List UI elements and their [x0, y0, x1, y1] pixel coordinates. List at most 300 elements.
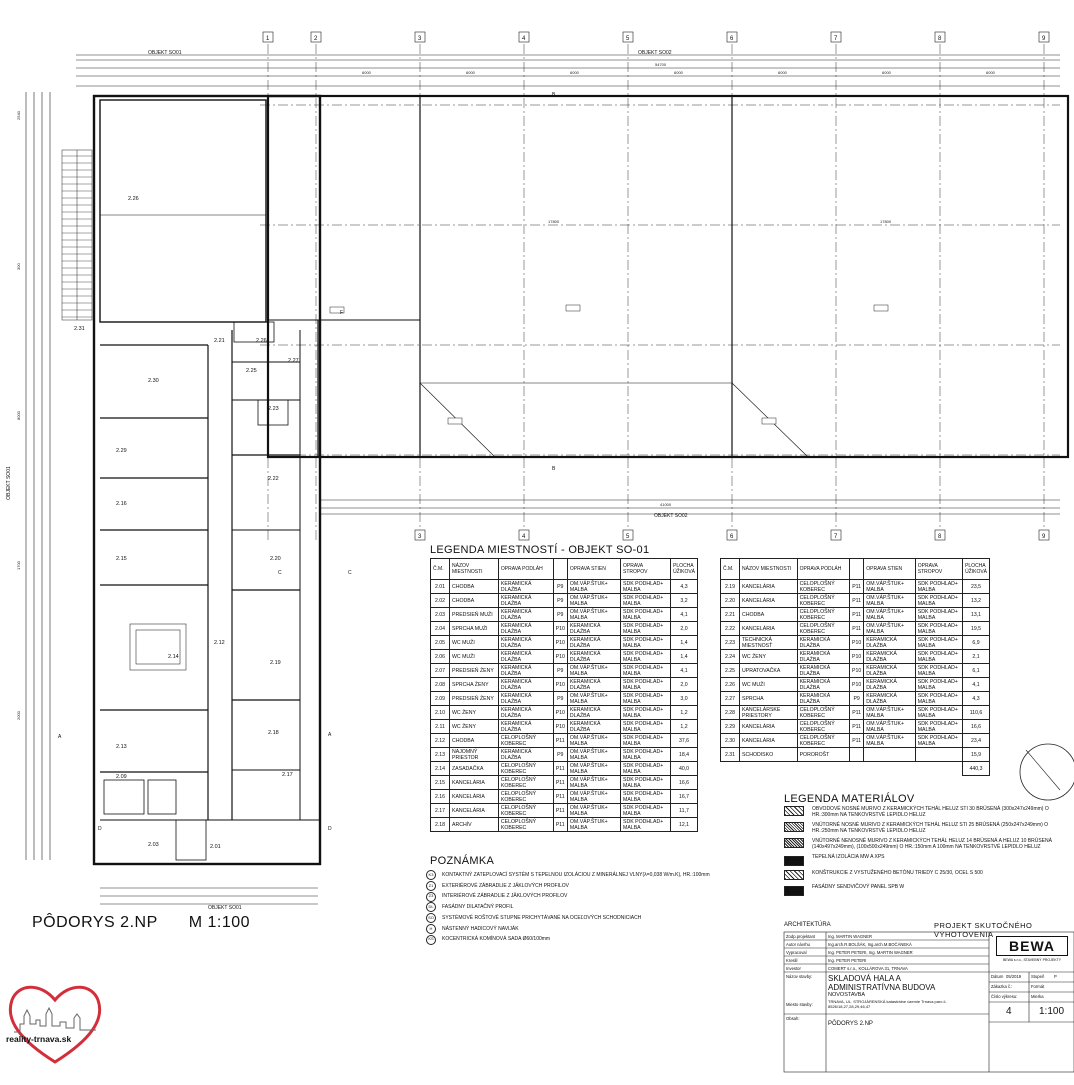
table-header-row [721, 559, 990, 580]
axis-label-top: 5 [626, 36, 630, 42]
table-cell: KANCELÁRIA [450, 776, 499, 790]
table-cell: KERAMICKÁ DLAŽBA [797, 678, 849, 692]
table-cell: KERAMICKÁ DLAŽBA [797, 636, 849, 650]
axis-label-top: 4 [522, 36, 526, 42]
table-cell: 2.11 [431, 720, 450, 734]
material-swatch-icon [784, 856, 804, 866]
axis-label-bottom: 4 [522, 534, 526, 540]
table-cell: OM.VÁP.ŠTUK+ MALBA [567, 776, 620, 790]
table-cell: SDK PODHLAD+ MALBA [621, 608, 671, 622]
table-cell: 2,0 [671, 678, 698, 692]
table-header-cell: OPRAVA PODLÁH [797, 559, 849, 580]
table-cell: 11,7 [671, 804, 698, 818]
table-header-cell: Č.M. [431, 559, 450, 580]
table-row [721, 650, 990, 664]
place-label: Miesto stavby: [786, 1002, 813, 1007]
note-text: INTERIÉROVÉ ZÁBRADLIE Z JÄKLOVÝCH PROFILOV [442, 893, 568, 900]
table-cell: SDK PODHLAD+ MALBA [915, 580, 962, 594]
table-cell: SPRCHA MUŽI [450, 622, 499, 636]
stage-value: P [1054, 974, 1057, 979]
title-block-row-value: Ing.arch.R.BOLŠÁK, Ing.arch.M.BOČÁNEKÁ [828, 942, 912, 947]
table-cell: 2.21 [721, 608, 740, 622]
table-cell: 23,4 [963, 734, 990, 748]
table-cell: P11 [850, 594, 864, 608]
table-cell: CELOPLOŠNÝ KOBEREC [797, 622, 849, 636]
room-label: 2.29 [116, 448, 127, 454]
room-label: 2.20 [270, 556, 281, 562]
table-cell: CELOPLOŠNÝ KOBEREC [498, 734, 553, 748]
section-mark: B [552, 466, 556, 472]
table-cell: CHODBA [450, 580, 499, 594]
dimension-segment: 6000 [882, 70, 891, 75]
table-cell: KERAMICKÁ DLAŽBA [498, 636, 553, 650]
table-cell: SDK PODHLAD+ MALBA [621, 650, 671, 664]
dimension-segment: 6000 [778, 70, 787, 75]
table-cell: 2.19 [721, 580, 740, 594]
table-cell: 2,0 [671, 622, 698, 636]
table-cell: SDK PODHLAD+ MALBA [621, 622, 671, 636]
note-text: KONTAKTNÝ ZATEPLOVACÍ SYSTÉM S TEPELNOU IZOLÁCIOU Z MINERÁLNEJ VLNY(λ=0,038 W/m.K), HR.:100mm [442, 872, 710, 878]
table-cell: 2.22 [721, 622, 740, 636]
bewa-logo-sub: BEWA s.r.o., STAVEBNÝ PROJEKTY [1002, 958, 1062, 962]
room-label: 2.19 [270, 660, 281, 666]
table-cell: 2.13 [431, 748, 450, 762]
place-value: TRNAVA, UL. STROJÁRENSKÁ katastrálne územie Trnava parc.č. 8526/18,27,28,29,46,47 [828, 999, 947, 1009]
table-cell: P9 [553, 580, 567, 594]
table-cell: 4,3 [963, 692, 990, 706]
table-cell: PREDSIEŇ MUŽI [450, 608, 499, 622]
material-item [784, 822, 1064, 834]
table-cell: KERAMICKÁ DLAŽBA [498, 594, 553, 608]
table-row [431, 818, 698, 832]
table-cell: 16,6 [671, 776, 698, 790]
dimension-left: 1700 [16, 561, 21, 570]
room-label: 2.14 [168, 654, 179, 660]
table-row [431, 678, 698, 692]
scale-value: 1:100 [1039, 1006, 1065, 1017]
table-cell: SDK PODHLAD+ MALBA [621, 776, 671, 790]
table-header-cell: Č.M. [721, 559, 740, 580]
table-cell: KANCELÁRIA [450, 790, 499, 804]
table-row [721, 622, 990, 636]
table-cell: KERAMICKÁ DLAŽBA [498, 580, 553, 594]
section-mark: B [552, 92, 556, 98]
table-cell [850, 748, 864, 762]
table-header-cell: OPRAVA STROPOV [915, 559, 962, 580]
content-value: PÔDORYS 2.NP [828, 1021, 873, 1027]
table-row [431, 748, 698, 762]
table-row [431, 804, 698, 818]
table-cell: P9 [553, 594, 567, 608]
table-cell: CELOPLOŠNÝ KOBEREC [797, 594, 849, 608]
table-cell: KANCELÁRIA [740, 594, 798, 608]
table-cell: SDK PODHLAD+ MALBA [915, 692, 962, 706]
table-cell: SDK PODHLAD+ MALBA [621, 664, 671, 678]
table-cell: KERAMICKÁ DLAŽBA [797, 692, 849, 706]
table-cell: P9 [553, 692, 567, 706]
title-block-row-label: Zodp.projektant [786, 934, 816, 939]
table-cell: OM.VÁP.ŠTUK+ MALBA [567, 790, 620, 804]
table-cell: P9 [553, 608, 567, 622]
table-cell: SDK PODHLAD+ MALBA [915, 594, 962, 608]
table-cell: KANCELÁRIA [740, 734, 798, 748]
table-cell: SDK PODHLAD+ MALBA [915, 636, 962, 650]
table-row [721, 664, 990, 678]
table-cell: KERAMICKÁ DLAŽBA [498, 678, 553, 692]
table-cell: KERAMICKÁ DLAŽBA [498, 706, 553, 720]
table-row [431, 734, 698, 748]
table-cell: WC ŽENY [450, 706, 499, 720]
material-item [784, 854, 1064, 866]
table-cell: 3,0 [671, 692, 698, 706]
table-cell: CELOPLOŠNÝ KOBEREC [498, 804, 553, 818]
note-symbol-icon: SO [426, 913, 436, 923]
table-cell: 2.29 [721, 720, 740, 734]
dimension-left: 8000 [16, 411, 21, 420]
table-cell: SDK PODHLAD+ MALBA [621, 734, 671, 748]
table-cell: 2.08 [431, 678, 450, 692]
table-row [721, 706, 990, 720]
table-cell: 2.03 [431, 608, 450, 622]
table-cell: TECHNICKÁ MIESTNOSŤ [740, 636, 798, 650]
table-cell: OM.VÁP.ŠTUK+ MALBA [567, 748, 620, 762]
dimension-segment: 6000 [466, 70, 475, 75]
table-cell: UPRATOVAČKA [740, 664, 798, 678]
room-label: 2.27 [288, 358, 299, 364]
section-mark: A [58, 734, 62, 740]
room-label: 2.26 [256, 338, 267, 344]
table-cell: CELOPLOŠNÝ KOBEREC [498, 790, 553, 804]
table-header-cell: NÁZOV MIESTNOSTI [740, 559, 798, 580]
table-cell: KERAMICKÁ DLAŽBA [567, 678, 620, 692]
table-cell: PREDSIEŇ ŽENY [450, 692, 499, 706]
table-cell: 6,1 [963, 664, 990, 678]
table-cell: KERAMICKÁ DLAŽBA [567, 622, 620, 636]
plan-title-name: PÔDORYS 2.NP [32, 914, 158, 931]
room-label: 2.22 [268, 476, 279, 482]
drawing-no-value: 4 [1006, 1006, 1012, 1017]
table-cell: WC MUŽI [450, 636, 499, 650]
material-swatch-icon [784, 822, 804, 832]
table-row [431, 720, 698, 734]
dimension-segment: 6000 [362, 70, 371, 75]
room-label: 2.03 [148, 842, 159, 848]
table-cell: KERAMICKÁ DLAŽBA [864, 664, 916, 678]
axis-label-top: 7 [834, 36, 838, 42]
table-cell: CHODBA [450, 734, 499, 748]
table-cell: 2.28 [721, 706, 740, 720]
bewa-logo: BEWA [996, 936, 1068, 956]
object-label-top-left: OBJEKT SO01 [148, 50, 182, 56]
table-cell: P9 [553, 748, 567, 762]
table-row [431, 636, 698, 650]
table-cell: KERAMICKÁ DLAŽBA [567, 706, 620, 720]
axis-label-bottom: 3 [418, 534, 422, 540]
table-total-cell: 440,3 [963, 762, 990, 776]
table-empty-cell [915, 762, 962, 776]
table-cell: 2.23 [721, 636, 740, 650]
title-block-row-value: COMERT s.r.o., KOLLÁROVA 31, TRNAVA [828, 966, 908, 971]
table-cell: 1,2 [671, 720, 698, 734]
section-mark: C [348, 570, 352, 576]
table-cell: 37,6 [671, 734, 698, 748]
table-cell: OM.VÁP.ŠTUK+ MALBA [567, 818, 620, 832]
table-cell: P10 [553, 650, 567, 664]
table-cell: WC MUŽI [740, 678, 798, 692]
object-label-top-mid: OBJEKT SO02 [638, 50, 672, 56]
table-cell: SPRCHA ŽENY [450, 678, 499, 692]
table-cell: WC MUŽI [450, 650, 499, 664]
table-cell: OM.VÁP.ŠTUK+ MALBA [567, 608, 620, 622]
notes-list [426, 870, 710, 945]
table-header-cell: OPRAVA STIEN [864, 559, 916, 580]
table-cell: KERAMICKÁ DLAŽBA [567, 650, 620, 664]
table-cell: SDK PODHLAD+ MALBA [621, 804, 671, 818]
axis-label-bottom: 8 [938, 534, 942, 540]
note-item [426, 934, 710, 945]
table-cell: P10 [553, 706, 567, 720]
table-cell: CHODBA [740, 608, 798, 622]
building-name-2: ADMINISTRATÍVNA BUDOVA [828, 983, 936, 992]
table-cell: SDK PODHLAD+ MALBA [621, 678, 671, 692]
table-cell: 2.24 [721, 650, 740, 664]
table-cell: KANCELÁRSKE PRIESTORY [740, 706, 798, 720]
note-symbol-icon: DL [426, 902, 436, 912]
table-cell: KERAMICKÁ DLAŽBA [498, 608, 553, 622]
table-row [431, 706, 698, 720]
material-item [784, 870, 1064, 880]
table-cell: KERAMICKÁ DLAŽBA [498, 622, 553, 636]
axis-label-top: 9 [1042, 36, 1046, 42]
table-cell: ZASADAČKA [450, 762, 499, 776]
material-text: VNÚTORNÉ NOSNÉ MURIVO Z KERAMICKÝCH TEHÁL HELUZ STI 25 BRÚSENÁ (250x247x249mm) O HR.:250mm NA TENKOVRSTVÉ LEPIDLO HELUZ [812, 822, 1049, 834]
table-cell: KERAMICKÁ DLAŽBA [797, 650, 849, 664]
table-cell: WC ŽENY [450, 720, 499, 734]
watermark-logo [0, 970, 110, 1080]
table-cell: OM.VÁP.ŠTUK+ MALBA [567, 580, 620, 594]
table-cell: P11 [553, 776, 567, 790]
table-row [721, 692, 990, 706]
table-cell: KERAMICKÁ DLAŽBA [567, 636, 620, 650]
material-swatch-icon [784, 838, 804, 848]
material-text: TEPELNÁ IZOLÁCIA MW A XPS [812, 854, 885, 860]
table-cell: P11 [850, 706, 864, 720]
table-row [431, 664, 698, 678]
table-row [431, 776, 698, 790]
table-cell: OM.VÁP.ŠTUK+ MALBA [864, 608, 916, 622]
table-cell: NAJOMNÝ PRIESTOR [450, 748, 499, 762]
section-mark: C [278, 570, 282, 576]
table-cell: P10 [553, 720, 567, 734]
table-cell: OM.VÁP.ŠTUK+ MALBA [567, 734, 620, 748]
table-header-cell [850, 559, 864, 580]
table-header-cell: OPRAVA STROPOV [621, 559, 671, 580]
dimension-left: 300 [16, 263, 21, 270]
table-cell: 110,6 [963, 706, 990, 720]
table-cell: SDK PODHLAD+ MALBA [915, 664, 962, 678]
table-cell: SDK PODHLAD+ MALBA [621, 594, 671, 608]
table-cell: CHODBA [450, 594, 499, 608]
table-cell: CELOPLOŠNÝ KOBEREC [498, 762, 553, 776]
room-label: 2.17 [282, 772, 293, 778]
title-block-row-value: Ing. PETER PETERI, Ing. MARTIN WAGNER [828, 950, 913, 955]
format-label: Formát [1031, 984, 1045, 989]
table-cell: OM.VÁP.ŠTUK+ MALBA [864, 734, 916, 748]
table-cell: P11 [553, 790, 567, 804]
date-label: Dátum [991, 974, 1004, 979]
axis-label-top: 3 [418, 36, 422, 42]
table-cell: 2.27 [721, 692, 740, 706]
room-label: 2.12 [214, 640, 225, 646]
axis-label-bottom: 9 [1042, 534, 1046, 540]
table-cell: P11 [553, 762, 567, 776]
table-cell: 15,9 [963, 748, 990, 762]
table-cell: 2.09 [431, 692, 450, 706]
table-cell: SDK PODHLAD+ MALBA [621, 762, 671, 776]
table-cell: P9 [553, 664, 567, 678]
section-mark: D [328, 826, 332, 832]
table-cell: CELOPLOŠNÝ KOBEREC [797, 580, 849, 594]
dimension-segment: 6000 [570, 70, 579, 75]
table-cell: OM.VÁP.ŠTUK+ MALBA [864, 706, 916, 720]
table-cell: KANCELÁRIA [740, 720, 798, 734]
materials-list [784, 806, 1064, 900]
table-cell: 2.18 [431, 818, 450, 832]
table-header-cell: PLOCHA ÚŽIKOVÁ [963, 559, 990, 580]
table-cell: SDK PODHLAD+ MALBA [915, 720, 962, 734]
table-cell: 2.15 [431, 776, 450, 790]
section-mark: F [340, 310, 344, 316]
table-cell: KERAMICKÁ DLAŽBA [498, 664, 553, 678]
note-item [426, 891, 710, 902]
table-cell: WC ŽENY [740, 650, 798, 664]
table-cell: 16,6 [963, 720, 990, 734]
table-empty-cell [797, 762, 849, 776]
table-cell: SDK PODHLAD+ MALBA [621, 636, 671, 650]
table-cell: SDK PODHLAD+ MALBA [915, 678, 962, 692]
table-cell: 4,1 [671, 664, 698, 678]
table-cell: 13,2 [963, 594, 990, 608]
table-row [431, 692, 698, 706]
table-cell: P10 [850, 664, 864, 678]
room-label: 2.16 [116, 501, 127, 507]
table-cell: OM.VÁP.ŠTUK+ MALBA [567, 762, 620, 776]
axis-label-top: 1 [266, 36, 270, 42]
table-cell: SPRCHA [740, 692, 798, 706]
dimension-span: 17800 [880, 219, 892, 224]
room-label: 2.30 [148, 378, 159, 384]
dimension-left: 2540 [16, 111, 21, 120]
table-cell: 18,4 [671, 748, 698, 762]
table-cell: 2.12 [431, 734, 450, 748]
table-cell: SDK PODHLAD+ MALBA [915, 608, 962, 622]
table-cell: 23,5 [963, 580, 990, 594]
table-cell: KANCELÁRIA [450, 804, 499, 818]
table-cell: SDK PODHLAD+ MALBA [621, 706, 671, 720]
table-cell: SDK PODHLAD+ MALBA [621, 580, 671, 594]
table-cell: SDK PODHLAD+ MALBA [621, 818, 671, 832]
table-cell: P10 [553, 636, 567, 650]
table-cell: SDK PODHLAD+ MALBA [915, 622, 962, 636]
note-symbol-icon: Z1 [426, 881, 436, 891]
table-cell: SDK PODHLAD+ MALBA [621, 692, 671, 706]
plan-title-scale: M 1:100 [188, 914, 251, 931]
axis-label-top: 8 [938, 36, 942, 42]
table-cell: P10 [850, 650, 864, 664]
room-legend-table-right [720, 558, 990, 776]
table-header-cell: NÁZOV MIESTNOSTI [450, 559, 499, 580]
material-item [784, 884, 1064, 896]
legend-materials-title: LEGENDA MATERIÁLOV [784, 793, 915, 805]
table-cell: CELOPLOŠNÝ KOBEREC [797, 734, 849, 748]
table-cell: KERAMICKÁ DLAŽBA [864, 650, 916, 664]
table-empty-cell [864, 762, 916, 776]
table-row [721, 608, 990, 622]
table-cell: KERAMICKÁ DLAŽBA [498, 720, 553, 734]
table-cell: 3,2 [671, 594, 698, 608]
table-cell: P11 [553, 734, 567, 748]
room-label: 2.18 [268, 730, 279, 736]
room-label: 2.25 [246, 368, 257, 374]
table-total-row [721, 762, 990, 776]
table-cell: 2.20 [721, 594, 740, 608]
date-value: 05/2019 [1006, 974, 1022, 979]
scale-label: Mierka [1031, 994, 1044, 999]
heart-skyline-icon [0, 970, 110, 1080]
table-cell: ARCHÍV [450, 818, 499, 832]
table-cell: KANCELÁRIA [740, 622, 798, 636]
material-text: KONŠTRUKCIE Z VYSTUŽENÉHO BETÓNU TRIEDY C 25/30, OCEL S 500 [812, 870, 983, 876]
object-label-bottom-left: OBJEKT SO01 [208, 905, 242, 911]
note-item [426, 870, 710, 881]
note-item [426, 913, 710, 924]
table-cell [915, 748, 962, 762]
title-block-row-label: Kreslil [786, 958, 798, 963]
table-cell: OM.VÁP.ŠTUK+ MALBA [864, 622, 916, 636]
room-label: 2.09 [116, 774, 127, 780]
table-cell: P11 [850, 734, 864, 748]
title-block-row-label: Autor návrhu [786, 942, 810, 947]
title-block [784, 922, 1074, 1072]
table-cell: 2.10 [431, 706, 450, 720]
table-row [431, 580, 698, 594]
table-cell: P10 [553, 622, 567, 636]
table-cell: 2.04 [431, 622, 450, 636]
table-header-cell: PLOCHA ÚŽIKOVÁ [671, 559, 698, 580]
table-cell: KERAMICKÁ DLAŽBA [864, 692, 916, 706]
table-cell: P11 [553, 804, 567, 818]
legend-rooms-title: LEGENDA MIESTNOSTÍ - OBJEKT SO-01 [430, 544, 650, 556]
title-block-row-value: Ing. PETER PETERI [828, 958, 867, 963]
table-cell: 1,4 [671, 636, 698, 650]
table-cell: 4,1 [671, 608, 698, 622]
notes-title: POZNÁMKA [430, 855, 495, 867]
table-cell: 19,5 [963, 622, 990, 636]
material-item [784, 806, 1064, 818]
table-cell: P10 [850, 636, 864, 650]
table-cell: 1,2 [671, 706, 698, 720]
note-text: NÁSTENNÝ HADICOVÝ NAVIJÁK [442, 925, 519, 932]
dimension-segment: 6000 [674, 70, 683, 75]
table-cell: SDK PODHLAD+ MALBA [915, 734, 962, 748]
table-cell: PREDSIEŇ ŽENY [450, 664, 499, 678]
table-cell: 2,1 [963, 650, 990, 664]
content-label: Obsah: [786, 1016, 800, 1021]
table-cell: 2.31 [721, 748, 740, 762]
axis-label-top: 2 [314, 36, 318, 42]
material-item [784, 838, 1064, 850]
table-cell: KERAMICKÁ DLAŽBA [864, 678, 916, 692]
